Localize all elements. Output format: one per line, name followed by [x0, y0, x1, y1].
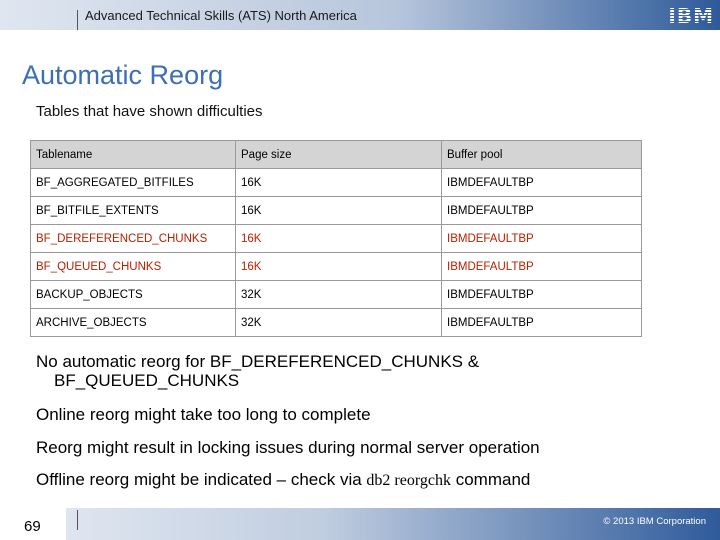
bullet-item-offline-reorg	[36, 470, 530, 490]
bullet-text-prefix: Offline reorg might be indicated – check via	[36, 470, 367, 489]
header-title: Advanced Technical Skills (ATS) North America	[85, 8, 357, 23]
cell-page-size: 32K	[236, 281, 442, 309]
header-bar	[0, 0, 720, 30]
table-header-row	[31, 141, 642, 169]
command-text: db2 reorgchk	[366, 472, 451, 489]
cell-tablename: BF_QUEUED_CHUNKS	[31, 253, 236, 281]
footer-divider	[77, 510, 78, 530]
ibm-logo: IBM	[668, 4, 714, 28]
footer-bar	[0, 508, 720, 540]
bullet-item-locking: Reorg might result in locking issues during normal server operation	[36, 438, 540, 457]
cell-buffer-pool: IBMDEFAULTBP	[442, 253, 642, 281]
cell-tablename: BACKUP_OBJECTS	[31, 281, 236, 309]
cell-page-size: 16K	[236, 169, 442, 197]
bullet-text-line2: BF_QUEUED_CHUNKS	[54, 371, 240, 390]
bullet-item-online-reorg: Online reorg might take too long to complete	[36, 405, 371, 424]
table-row-highlighted	[31, 225, 642, 253]
bullet-text-line1: No automatic reorg for BF_DEREFERENCED_CHUNKS &	[36, 352, 480, 371]
table-row-highlighted	[31, 253, 642, 281]
page-number: 69	[24, 518, 41, 535]
table-row	[31, 197, 642, 225]
cell-page-size: 16K	[236, 197, 442, 225]
cell-buffer-pool: IBMDEFAULTBP	[442, 225, 642, 253]
bullet-item-no-auto-reorg	[36, 352, 479, 390]
cell-tablename: ARCHIVE_OBJECTS	[31, 309, 236, 337]
cell-page-size: 16K	[236, 225, 442, 253]
cell-tablename: BF_BITFILE_EXTENTS	[31, 197, 236, 225]
cell-buffer-pool: IBMDEFAULTBP	[442, 197, 642, 225]
slide-title: Automatic Reorg	[22, 60, 224, 90]
cell-tablename: BF_DEREFERENCED_CHUNKS	[31, 225, 236, 253]
cell-buffer-pool: IBMDEFAULTBP	[442, 281, 642, 309]
table-row	[31, 169, 642, 197]
cell-tablename: BF_AGGREGATED_BITFILES	[31, 169, 236, 197]
bullet-text-suffix: command	[451, 470, 531, 489]
column-header-tablename: Tablename	[31, 141, 236, 169]
copyright: © 2013 IBM Corporation	[603, 516, 706, 527]
slide-subtitle: Tables that have shown difficulties	[36, 103, 263, 120]
column-header-buffer-pool: Buffer pool	[442, 141, 642, 169]
cell-page-size: 16K	[236, 253, 442, 281]
cell-buffer-pool: IBMDEFAULTBP	[442, 169, 642, 197]
cell-page-size: 32K	[236, 309, 442, 337]
tables-table	[30, 140, 642, 337]
header-divider	[77, 10, 78, 30]
cell-buffer-pool: IBMDEFAULTBP	[442, 309, 642, 337]
page-number-box	[0, 508, 66, 540]
column-header-page-size: Page size	[236, 141, 442, 169]
table-row	[31, 281, 642, 309]
table-row	[31, 309, 642, 337]
